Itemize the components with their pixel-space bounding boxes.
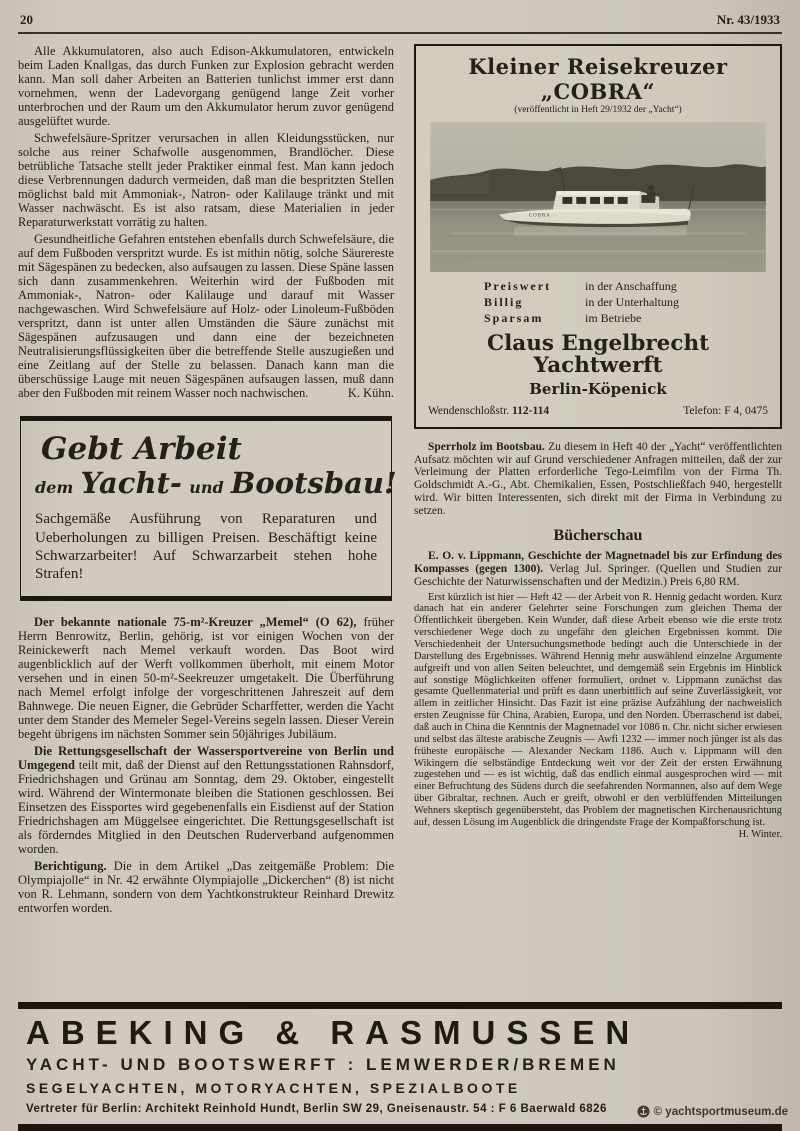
abeking-products-line: SEGELYACHTEN, MOTORYACHTEN, SPEZIALBOOTE [26, 1079, 521, 1096]
paragraph-lead: E. O. v. Lippmann, Geschichte der Magnetnadel bis zur Erfindung des Kompasses (gegen 1300). [414, 549, 782, 575]
cobra-street [428, 405, 549, 417]
paragraph-akkumulatoren-2: Schwefelsäure-Spritzer verursachen in allen Kleidungsstücken, nur solche aus reiner Schafwolle ausgenommen, Brandlöcher. Diese betrübliche Tatsache stellt jeder Praktiker einmal fest. Man kann jedoch diese Verbrennungen dadurch vermeiden, daß man die bespritzten Stellen möglichst bald mit Ammoniak-, Natron- oder Kalilauge tränkt und mit Wasser nachwäscht. Es ist also ratsam, diese Materialien in jeder Reparaturwerkstatt vorrätig zu halten. [18, 131, 394, 229]
paragraph-lead: Die Rettungsgesellschaft der Wassersportvereine von Berlin und Umgegend [18, 743, 394, 772]
paragraph-text: teilt mit, daß der Dienst auf den Rettungsstationen Rahnsdorf, Friedrichshagen und Grünau am Sonntag, dem 29. Oktober, eingestellt wird. Während der Wintermonate bleiben die Stationen geschlossen. Bei Einsetzen des Eissportes wird gegebenenfalls ein Eisdienst auf der Station Friedrichshagen am Müggelsee eingerichtet. Die Rettungsgesellschaft ist als förderndes Mitglied in den Deutschen Ruderverband aufgenommen worden. [18, 757, 394, 856]
cobra-feature-list [484, 278, 770, 327]
feature-billig [484, 294, 770, 310]
two-column-layout [18, 44, 782, 990]
street-name: Wendenschloßstr. [428, 404, 510, 417]
feature-rest: in der Unterhaltung [585, 295, 679, 310]
section-heading-buecherschau: Bücherschau [553, 526, 643, 544]
abeking-representative-line: Vertreter für Berlin: Architekt Reinhold Hundt, Berlin SW 29, Gneisenaustr. 54 : F 6 Baerwald 6826 [26, 1102, 607, 1115]
paragraph-rettungsgesellschaft [18, 744, 394, 856]
paragraph-text: früher Herrn Benrowitz, Berlin, gehörig, ist vor einigen Wochen von der Reinickewerft nach Memel verkauft worden. Das Boot wird augenblicklich auf der Werft vollkommen überholt, mit einem Motor versehen und in einen 50-m²-Seekreuzer umgetakelt. Die Überführung nach Memel erfolgt infolge der vorgeschrittenen Jahreszeit auf dem Bahnwege. Die neuen Eigner, die Gebrüder Scharffetter, werden die Yacht unter dem Stander des Memeler Segel-Vereins segeln lassen. Dieser Verein begeht übrigens im nächsten Sommer sein 50jähriges Jubiläum. [18, 614, 395, 741]
cobra-company-city: Berlin-Köpenick [529, 379, 667, 398]
gebt-arbeit-ad [20, 416, 397, 601]
boat-name-label: COBRA [528, 213, 551, 219]
paragraph-lead: Berichtigung. [34, 858, 107, 873]
paragraph-text: Verlag Jul. Springer. (Quellen und Studien zur Geschichte der Naturwissenschaften und der Medizin.) Preis 6,80 RM. [414, 562, 782, 588]
headline-word-yacht: Yacht- [80, 465, 182, 500]
paragraph-lead: Sperrholz im Bootsbau. [428, 440, 545, 453]
feature-sparsam [484, 310, 770, 326]
paragraph-lead: Der bekannte nationale 75-m²-Kreuzer „Memel“ (O 62), [34, 614, 357, 629]
issue-number: Nr. 43/1933 [716, 12, 780, 27]
right-column [414, 44, 782, 990]
abeking-trade-line: YACHT- UND BOOTSWERFT : LEMWERDER/BREMEN [26, 1054, 620, 1074]
page-number: 20 [20, 12, 33, 27]
paragraph-text: Die in dem Artikel „Das zeitgemäße Problem: Die Olympiajolle“ in Nr. 42 erwähnte Olympiajolle „Dickerchen“ (8) ist nicht von R. Lehmann, sondern von dem Yachtkonstrukteur Reinhard Drewitz entworfen worden. [18, 858, 394, 915]
paragraph-text: Gesundheitliche Gefahren entstehen ebenfalls durch Schwefelsäure, die auf dem Fußboden verspritzt wurde. Es ist mithin nötig, solche Säurereste mit Sägespänen zu bedecken, also aufsaugen zu lassen. Diese Späne lassen sich dann zusammenkehren. Weiterhin wird der Fußboden mit Ammoniak-, Natron- oder Kalilauge und darauf mit Wasser nachgewaschen. Wird Schwefelsäure auf Holz- oder Linoleum-Fußböden verspritzt, dann ist unter allen Umständen die Säure zunächst mit Sägespänen aufzusaugen und dann eine der bezeichneten Neutralisierungsflüssigkeiten über die betreffende Stelle auszugießen und eine Zeitlang auf der Stelle zu belassen. Danach kann man die überschüssige Lauge mit neuen Sägespänen aufsaugen lassen, muß dann aber den Fußboden mit reinem Wasser noch nachwischen. [18, 232, 394, 400]
feature-word: Preiswert [484, 279, 552, 293]
paragraph-memel [18, 615, 394, 741]
headline-word-bootsbau: Bootsbau! [230, 465, 397, 500]
feature-word: Sparsam [484, 311, 544, 326]
feature-word: Billig [484, 295, 524, 310]
paragraph-book-entry [414, 550, 782, 589]
watermark [637, 1105, 788, 1118]
paragraph-akkumulatoren-3 [18, 232, 394, 400]
paragraph-berichtigung [18, 859, 394, 915]
paragraph-text: Erst kürzlich ist hier — Heft 42 — der Arbeit von R. Hennig gedacht worden. Kurz danach hat ein anderer Gelehrter seine Forschungen zum gleichen Thema der Öffentlichkeit übergeben. Kein Wunder, daß diese Arbeit ebenso wie die erste trotz verschiedener Wege doch zu ungefähr den gleichen Ergebnissen kommt. Die Verschiedenheit der Untersuchungsmethode bedingt auch die Unterschiede in der Darstellung des Ergebnisses. Während Hennig mehr auswählend einzelne Argumente aufgreift und von allen Seiten beleuchtet, und demgemäß sein Ergebnis im Hinblick auf sonstige Möglichkeiten offener formuliert, ordnet v. Lippmann zunächst das gesamte Quellenmaterial und prüft es dann unerbittlich auf seine Zuverlässigkeit, vor allem in zeitlicher Hinsicht. Das Fazit ist eine präzise Aufzählung der nachweislich ersten Zeugnisse für China, Arabien, Europa, und den Norden. Überraschend ist dabei, daß auch in China die Kenntnis der Magnetnadel vor 1086 n. Chr. nicht sicher erwiesen und selbst das älteste arabische Zeugnis — Awfi 1232 — immer noch jünger ist als das früheste europäische — Alexander Neckam 1186. Auch v. Lippmann will den Wikingern die selbständige Entdeckung weit vor der Zeit der ersten Erwähnung zugestehen und — es ist wichtig, daß das endlich einmal ausgesprochen wird — mit einer Befruchtung des Südens durch die seefahrenden Normannen, also auf dem Wege über Gibraltar, rechnen. Auch er greift, obwohl er den verblüffenden Mitteilungen Wehners skeptisch gegenübersteht, das Problem der magnetischen Kirchenausrichtung auf, dessen Lösung im Augenblick die dringendste Frage der Kompaßforschung ist. [414, 591, 782, 828]
abeking-company-name: ABEKING & RASMUSSEN [26, 1014, 641, 1051]
feature-rest: im Betriebe [585, 311, 642, 326]
paragraph-sperrholz [414, 441, 782, 518]
page-header [18, 12, 782, 34]
yachtsportmuseum-logo-icon [637, 1105, 650, 1118]
street-number: 112-114 [512, 404, 550, 417]
paragraph-akkumulatoren-1: Alle Akkumulatoren, also auch Edison-Akkumulatoren, entwickeln beim Laden Knallgas, das durch Funken zur Explosion gebracht werden kann. Man soll daher Arbeiten an Batterien tunlichst immer erst dann vornehmen, wenn der Ladevorgang genügend lange Zeit vorher unterbrochen und der Raum um den Akkumulator herum zuvor genügend ausgelüftet wurde. [18, 44, 394, 128]
headline-word-und: und [189, 477, 224, 497]
signature-kuehn: K. Kühn. [347, 386, 394, 400]
feature-preiswert [484, 278, 770, 294]
cobra-ad [414, 44, 782, 429]
gebt-arbeit-headline-line2 [35, 465, 397, 501]
cobra-company-name: Claus Engelbrecht Yachtwerft [486, 330, 710, 379]
cobra-boat-photo [430, 122, 766, 272]
photo-person-silhouette [648, 185, 654, 191]
cobra-phone: Telefon: F 4, 0475 [683, 404, 768, 417]
watermark-text: © yachtsportmuseum.de [653, 1105, 788, 1118]
signature-winter: H. Winter. [738, 828, 782, 840]
gebt-arbeit-headline-line1: Gebt Arbeit [41, 431, 242, 467]
paragraph-text: Zu diesem in Heft 40 der „Yacht“ veröffentlichten Aufsatz möchten wir auf Grund verschiedener Anfragen mitteilen, daß der zur Verleimung der Platten erforderliche Tego-Leimfilm von der Firma Th. Goldschmidt A.-G., Abt. Chemikalien, Essen, Postschließfach 940, hergestellt wird. Wir bitten Interessenten, sich direkt mit der Firma in Verbindung zu setzen. [414, 440, 782, 518]
gebt-arbeit-body-text: Sachgemäße Ausführung von Reparaturen und Ueberholungen zu billigen Preisen. Beschäftigt keine Schwarzarbeiter! Auf Schwarzarbeit stehen hohe Strafen! [35, 511, 377, 583]
left-column [18, 44, 397, 990]
feature-rest: in der Anschaffung [585, 279, 677, 293]
cobra-ad-title: Kleiner Reisekreuzer „COBRA“ [468, 54, 728, 104]
cobra-address-row [426, 405, 770, 417]
headline-word-dem: dem [35, 477, 74, 497]
cobra-ad-subtitle: (veröffentlicht in Heft 29/1932 der „Yacht“) [514, 105, 682, 115]
paragraph-book-review [414, 591, 782, 840]
